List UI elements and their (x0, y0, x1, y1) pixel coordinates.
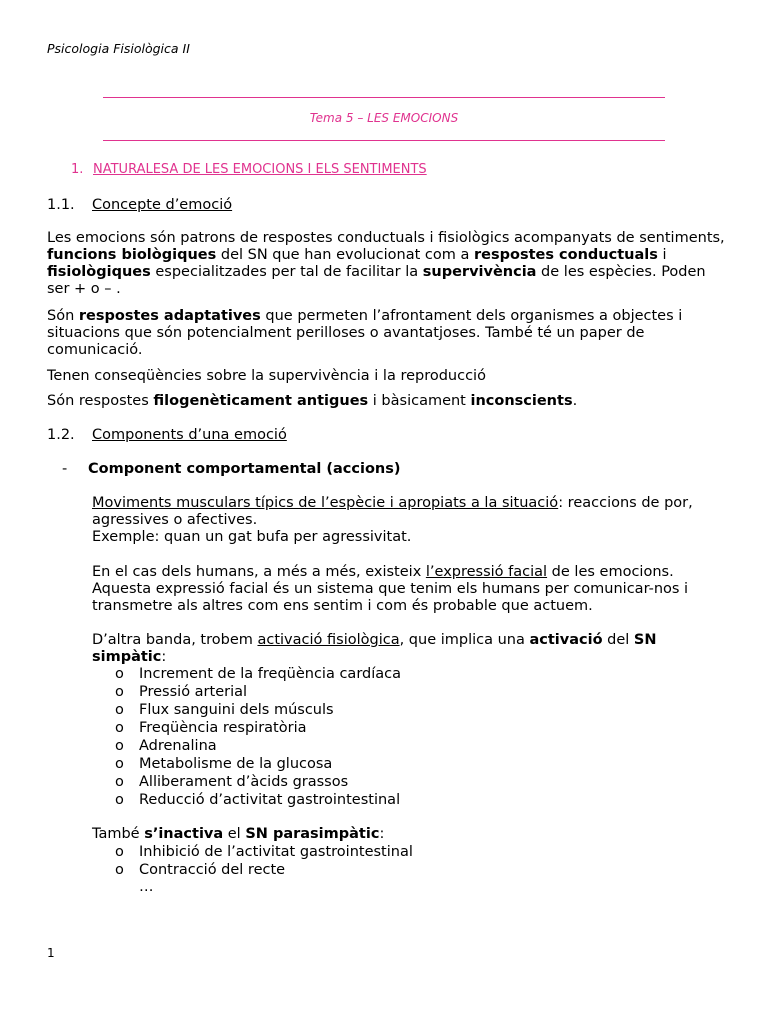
list-item: o Inhibició de l’activitat gastrointestinal (115, 844, 413, 860)
block-movements: Moviments musculars típics de l’espècie i apropiats a la situació: reaccions de por, agressives o afectives. Exemple: quan un gat bufa per agressivitat. (92, 495, 693, 545)
component-title: Component comportamental (accions) (88, 461, 401, 477)
subsection-1-1 (47, 197, 232, 213)
subsection-number: 1.2. (47, 427, 75, 443)
section-title: NATURALESA DE LES EMOCIONS I ELS SENTIMENTS (93, 162, 427, 177)
simpatic-list (92, 665, 732, 809)
paragraph-definition: Les emocions són patrons de respostes conductuals i fisiològics acompanyats de sentiments, funcions biològiques del SN que han evolucionat com a respostes conductuals i fisiològiques especialitzades per tal de facilitar la supervivència de les espècies. Poden ser + o – . (47, 230, 725, 297)
list-item: o Contracció del recte (115, 862, 286, 878)
page-number: 1 (47, 946, 55, 960)
list-item: o Reducció d’activitat gastrointestinal (115, 792, 401, 808)
bottom-divider (103, 140, 665, 141)
top-divider (103, 97, 665, 98)
list-ellipsis: … (139, 879, 154, 895)
list-item: o Flux sanguini dels músculs (115, 702, 334, 718)
block-facial-expression: En el cas dels humans, a més a més, existeix l’expressió facial de les emocions. Aquesta expressió facial és un sistema que tenim els humans per comunicar-nos i transmetre als altres com ens sentim i com és probable que actuem. (92, 564, 689, 614)
list-item: o Metabolisme de la glucosa (115, 756, 333, 772)
subsection-title: Components d’una emoció (92, 427, 287, 443)
section-number: 1. (71, 162, 84, 177)
subsection-1-2 (47, 427, 287, 443)
section-heading (71, 162, 427, 177)
paragraph-adaptive: Són respostes adaptatives que permeten l’afrontament dels organismes a objectes i situacions que són potencialment perilloses o avantatjoses. També té un paper de comunicació. (47, 308, 683, 358)
dash-bullet: - (62, 461, 68, 477)
list-item: o Adrenalina (115, 738, 217, 754)
tema-title: Tema 5 – LES EMOCIONS (309, 111, 459, 125)
list-item: o Increment de la freqüència cardíaca (115, 666, 401, 682)
list-item: o Pressió arterial (115, 684, 248, 700)
list-item: o Freqüència respiratòria (115, 720, 307, 736)
parasimpatic-list (92, 843, 732, 879)
page-header: Psicologia Fisiològica II (47, 41, 190, 56)
block-physiological: D’altra banda, trobem activació fisiològica, que implica una activació del SN simpàtic: (92, 632, 657, 665)
block-parasimpatic: També s’inactiva el SN parasimpàtic: (92, 826, 385, 842)
subsection-title: Concepte d’emoció (92, 197, 233, 213)
paragraph-consequences: Tenen conseqüències sobre la supervivència i la reproducció (47, 368, 486, 384)
component-heading (62, 461, 401, 477)
subsection-number: 1.1. (47, 197, 75, 213)
paragraph-phylogenetic: Són respostes filogenèticament antigues i bàsicament inconscients. (47, 393, 578, 409)
list-item: o Alliberament d’àcids grassos (115, 774, 349, 790)
